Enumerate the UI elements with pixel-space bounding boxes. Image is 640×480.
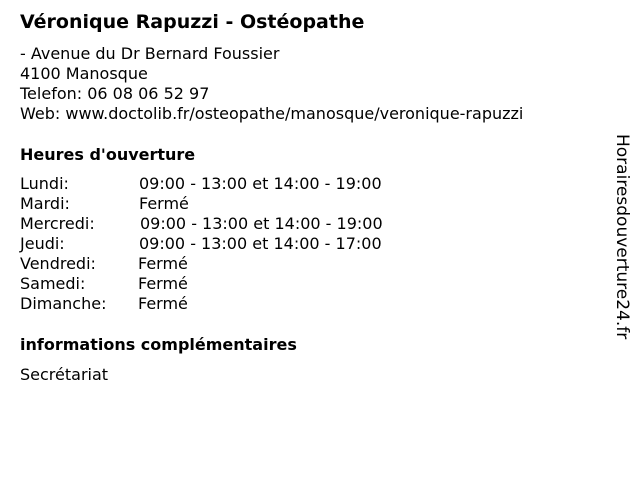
day-label: Samedi: [20,274,86,293]
hours-value: 09:00 - 13:00 et 14:00 - 19:00 [139,174,382,193]
day-label: Vendredi: [20,254,96,273]
opening-hours-heading: Heures d'ouverture [20,145,196,164]
hours-value: Fermé [138,294,188,313]
website-url: Web: www.doctolib.fr/osteopathe/manosque/veronique-rapuzzi [20,104,524,123]
day-label: Jeudi: [20,234,65,253]
hours-value: 09:00 - 13:00 et 14:00 - 17:00 [139,234,382,253]
day-label: Mercredi: [20,214,95,233]
hours-value: Fermé [138,254,188,273]
day-label: Mardi: [20,194,70,213]
site-watermark: Horairesdouverture24.fr [612,134,632,340]
address-block [20,44,523,124]
hours-value: Fermé [139,194,189,213]
phone-number: Telefon: 06 08 06 52 97 [20,84,210,103]
additional-info-text: Secrétariat [20,365,109,384]
hours-value: Fermé [138,274,188,293]
address-street: - Avenue du Dr Bernard Foussier [20,44,280,63]
hours-value: 09:00 - 13:00 et 14:00 - 19:00 [140,214,383,233]
additional-info-heading: informations complémentaires [20,335,297,354]
page-title: Véronique Rapuzzi - Ostéopathe [20,11,365,33]
day-label: Lundi: [20,174,69,193]
address-city: 4100 Manosque [20,64,148,83]
day-label: Dimanche: [20,294,107,313]
